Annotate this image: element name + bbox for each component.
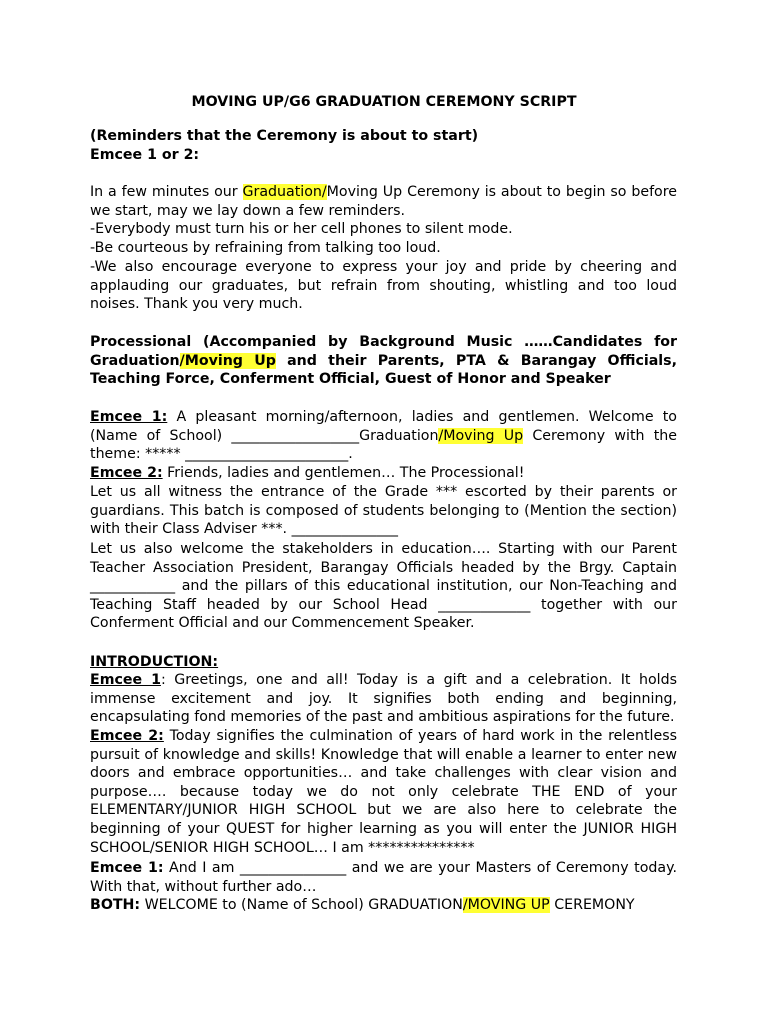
intro-emcee1-text: : Greetings, one and all! Today is a gift and a celebration. It holds immense excitement and joy. It signifies both ending and beginning, encapsulating fond memories of the past and ambitious aspirations for the future. [90,672,677,726]
intro-emcee1b-text: And I am _______________ and we are your Masters of Ceremony today. With that, without further ado… [90,860,677,895]
page-title: MOVING UP/G6 GRADUATION CEREMONY SCRIPT [191,94,577,110]
reminders-heading: (Reminders that the Ceremony is about to start) [90,128,479,144]
intro-emcee1b-paragraph [90,859,677,896]
processional-part2: and their Parents, PTA & Barangay Officials, Teaching Force, Conferment Official, Guest of Honor and Speaker [90,352,677,388]
intro-emcee2-text: Today signifies the culmination of years of hard work in the relentless pursuit of knowledge and skills! Knowledge that will enable a learner to enter new doors and embrace opportunities… and take challenges with clear vision and purpose…. because today we do not only celebrate THE END of your ELEMENTARY/JUNIOR HIGH SCHOOL but we are also here to celebrate the beginning of your QUEST for higher learning as you will enter the JUNIOR HIGH SCHOOL/SENIOR HIGH SCHOOL… I am *************** [90,728,677,856]
emcee1-welcome-highlight: /Moving Up [438,427,524,444]
emcee1-welcome-text2: Ceremony with the theme: ***** _______________________. [90,427,678,463]
stakeholders-paragraph: Let us also welcome the stakeholders in education…. Starting with our Parent Teacher Association President, Barangay Officials headed by the Brgy. Captain ____________ and the pillars of this educational institution, our Non-Teaching and Teaching Staff headed by our School Head _____________ together with our Conferment Official and our Commencement Speaker. [90,541,677,632]
intro-emcee2-paragraph [90,727,677,857]
reminders-emcee-label: Emcee 1 or 2: [90,147,200,163]
emcee1-welcome [90,408,677,464]
intro-emcee1-paragraph [90,671,677,727]
intro-emcee1-label: Emcee 1 [90,672,161,688]
reminders-intro-post: Moving Up Ceremony is about to begin so before we start, may we lay down a few reminders. [90,184,677,219]
reminders-intro-highlight: Graduation/ [242,184,327,200]
both-text: WELCOME to (Name of School) GRADUATION [140,897,463,913]
emcee2-processional-text: Friends, ladies and gentlemen… The Processional! [162,465,525,481]
processional-highlight: /Moving Up [179,352,276,369]
intro-emcee2-label: Emcee 2: [90,728,164,744]
reminder-item: -Everybody must turn his or her cell phones to silent mode. [90,221,513,237]
reminders-intro-pre: In a few minutes our [90,184,243,200]
emcee1-welcome-text1: A pleasant morning/afternoon, ladies and gentlemen. Welcome to (Name of School) __________________Graduation [90,409,677,444]
both-label: BOTH: [90,897,141,913]
reminder-item: -We also encourage everyone to express your joy and pride by cheering and applauding our graduates, but refrain from shouting, whistling and too loud noises. Thank you very much. [90,259,677,313]
processional-paragraph [90,333,677,389]
intro-emcee1b-label: Emcee 1: [90,860,164,876]
processional-part1: Processional (Accompanied by Background Music ……Candidates for Graduation [90,334,677,369]
reminders-intro [90,183,677,220]
entrance-paragraph: Let us all witness the entrance of the Grade *** escorted by their parents or guardians. This batch is composed of students belonging to (Mention the section) with their Class Adviser ***. _______________ [90,484,677,538]
emcee2-processional [90,464,677,483]
emcee2-label: Emcee 2: [90,465,163,481]
both-highlight: /MOVING UP [462,897,550,913]
emcee1-label: Emcee 1: [90,409,168,425]
reminder-item: -Be courteous by refraining from talking too loud. [90,240,441,256]
both-welcome [90,896,677,915]
both-end: CEREMONY [549,897,635,913]
introduction-heading: INTRODUCTION: [90,654,219,670]
